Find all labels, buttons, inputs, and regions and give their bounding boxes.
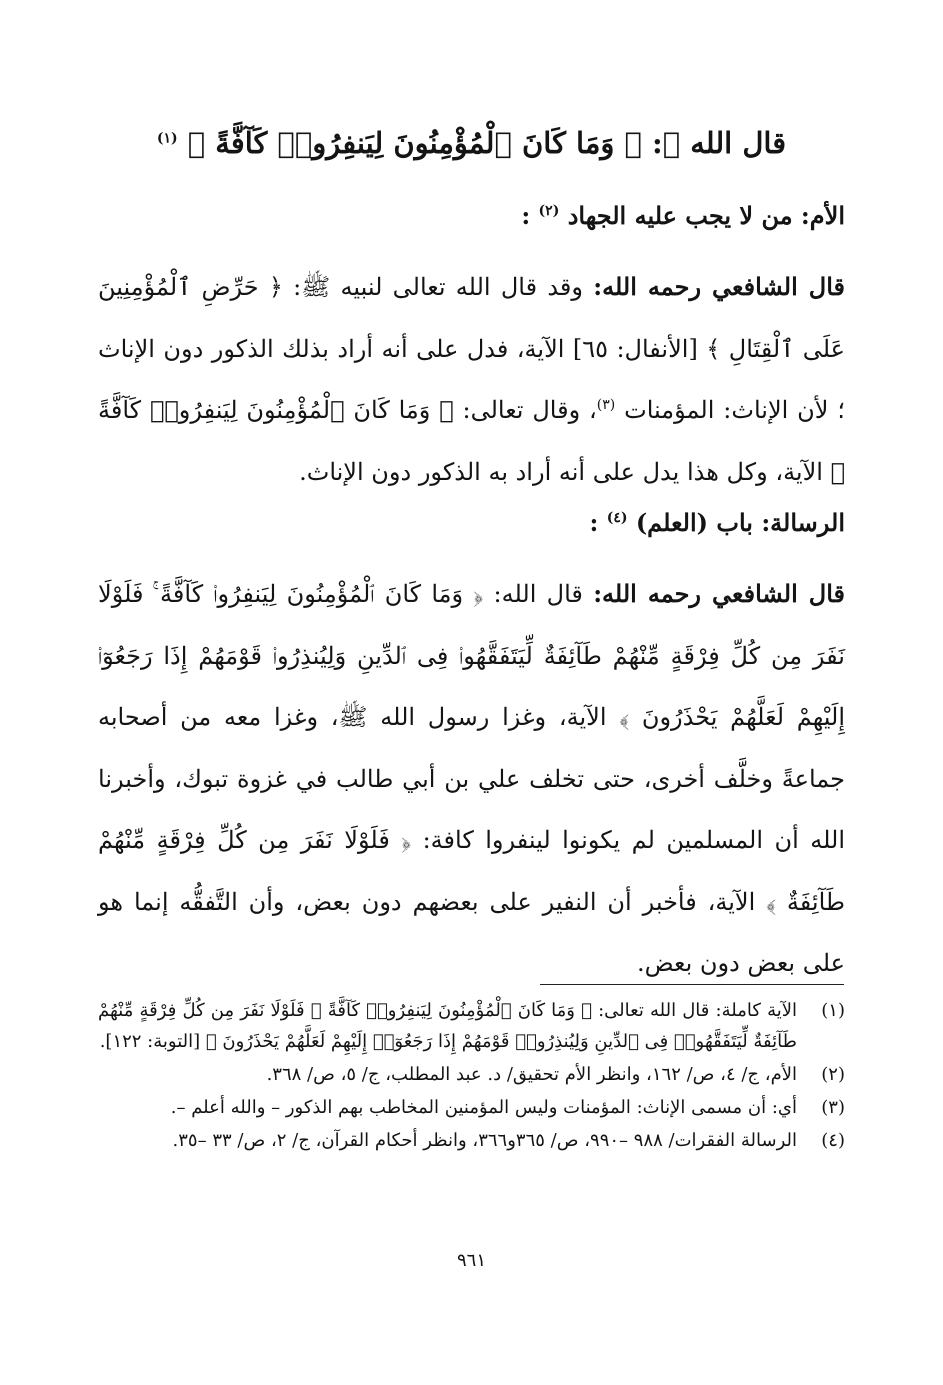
footnote-ref-3[interactable]: (٣) [596,397,616,413]
footnote-text: أي: أن مسمى الإناث: المؤمنات وليس المؤمنين المخاطب بهم الذكور – والله أعلم –. [170,1097,797,1118]
footnote-text: الأم، ج/ ٤، ص/ ١٦٢، وانظر الأم تحقيق/ د. عبد المطلب، ج/ ٥، ص/ ٣٦٨. [266,1064,797,1085]
section-label-al-umm [98,201,845,230]
paragraph-al-risala [98,563,845,995]
footnote-item [98,995,845,1057]
footnote-item [98,1059,845,1090]
paragraph-text-b: ، وقال تعالى: ﴿ وَمَا كَانَ ٱلْمُؤْمِنُونَ لِيَنفِرُوا۟ كَآفَّةً ﴾ الآية، وكل هذا يدل على أنه أراد به الذكور دون الإناث. [98,396,845,486]
heading-footnote-ref[interactable]: (١) [156,130,178,147]
section-label-colon: : [589,508,599,537]
footnote-ref-2[interactable]: (٢) [538,203,560,219]
footnote-item [98,1125,845,1156]
footnote-number: (٣) [821,1097,845,1118]
section-label-text: الرسالة: باب (العلم) [635,508,845,537]
section-label-al-risala [98,508,845,537]
paragraph-lead: قال الشافعي رحمه الله: [593,272,845,301]
footnote-text: الآية كاملة: قال الله تعالى: ﴿ وَمَا كَانَ ٱلْمُؤْمِنُونَ لِيَنفِرُوا۟ كَآفَّةً ۚ فَلَوْلَا نَفَرَ مِن كُلِّ فِرْقَةٍ مِّنْهُمْ طَآئِفَةٌ لِّيَتَفَقَّهُوا۟ فِى ٱلدِّينِ وَلِيُنذِرُوا۟ قَوْمَهُمْ إِذَا رَجَعُوٓا۟ إِلَيْهِمْ لَعَلَّهُمْ يَحْذَرُونَ ﴾ [التوبة: ١٢٢]. [98,1000,797,1052]
paragraph-al-umm [98,256,845,503]
section-label-text: الأم: من لا يجب عليه الجهاد [567,201,845,230]
footnote-divider [540,984,844,985]
section-label-colon: : [521,201,531,230]
paragraph-lead: قال الشافعي رحمه الله: [593,579,845,608]
paragraph-text: قال الله: ﴿ وَمَا كَانَ ٱلْمُؤْمِنُونَ لِيَنفِرُوا۟ كَآفَّةً ۚ فَلَوْلَا نَفَرَ مِن كُلِّ فِرْقَةٍ مِّنْهُمْ طَآئِفَةٌ لِّيَتَفَقَّهُوا۟ فِى ٱلدِّينِ وَلِيُنذِرُوا۟ قَوْمَهُمْ إِذَا رَجَعُوٓا۟ إِلَيْهِمْ لَعَلَّهُمْ يَحْذَرُونَ ﴾ الآية، وغزا رسول الله ﷺ، وغزا معه من أصحابه جماعةً وخلَّف أخرى، حتى تخلف علي بن أبي طالب في غزوة تبوك، وأخبرنا الله أن المسلمين لم يكونوا لينفروا كافة: ﴿ فَلَوْلَا نَفَرَ مِن كُلِّ فِرْقَةٍ مِّنْهُمْ طَآئِفَةٌ ﴾ الآية، فأخبر أن النفير على بعضهم دون بعض، وأن التَّفقُّه إنما هو على بعض دون بعض. [98,580,846,977]
heading-text: قال الله ﷻ: ﴿ وَمَا كَانَ ٱلْمُؤْمِنُونَ لِيَنفِرُوا۟ كَآفَّةً ﴾ [187,126,787,160]
footnote-number: (٢) [821,1064,845,1085]
page-heading [100,126,843,160]
paragraph-text-a: وقد قال الله تعالى لنبيه ﷺ: ﴿ حَرِّضِ ٱلْمُؤْمِنِينَ عَلَى ٱلْقِتَالِ ﴾ [الأنفال: ٦٥] الآية، فدل على أنه أراد بذلك الذكور دون الإناث ؛ لأن الإناث: المؤمنات [98,273,845,424]
footnote-ref-4[interactable]: (٤) [606,510,628,526]
footnote-number: (٤) [821,1130,845,1151]
footnotes [98,995,845,1158]
footnote-item [98,1092,845,1123]
page-number: ٩٦١ [456,1250,486,1271]
footnote-number: (١) [821,1000,845,1021]
footnote-text: الرسالة الفقرات/ ٩٨٨ –٩٩٠، ص/ ٣٦٥و٣٦٦، وانظر أحكام القرآن، ج/ ٢، ص/ ٣٣ –٣٥. [172,1130,797,1151]
